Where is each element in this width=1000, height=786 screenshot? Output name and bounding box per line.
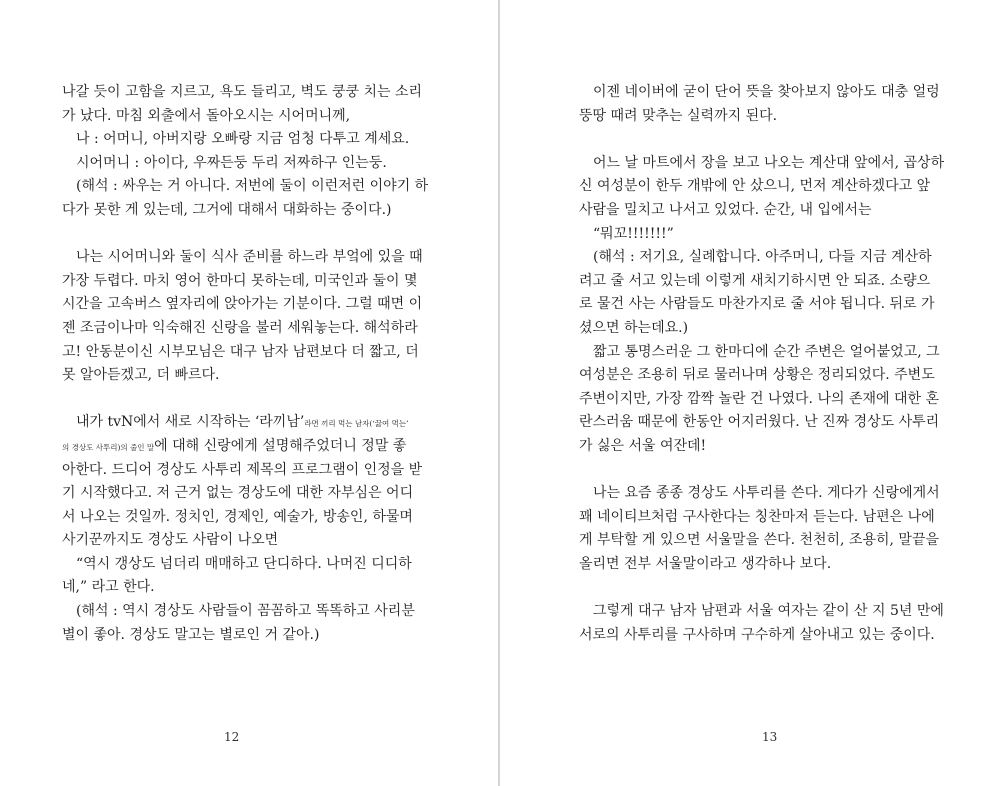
- left-page-blank-line: [62, 223, 499, 247]
- page-number-right: 13: [762, 730, 778, 744]
- right-page-text: [579, 81, 1000, 647]
- right-page-text-line: 뚱땅 때려 맞추는 실력까지 된다.: [579, 107, 778, 124]
- right-page-text-line: 셨으면 하는데요.): [579, 319, 689, 336]
- right-page-blank-line: [579, 576, 1000, 600]
- right-page: [500, 0, 1000, 786]
- left-page-text-line: 다가 못한 게 있는데, 그거에 대해서 대화하는 중이다.): [62, 201, 392, 218]
- right-page-text-line: 란스러움 때문에 한동안 어지러웠다. 난 진짜 경상도 사투리: [579, 414, 940, 431]
- right-page-text-line: 게 부탁할 게 있으면 서울말을 쓴다. 천천히, 조용히, 말끝을: [579, 532, 940, 549]
- left-page-text-line: 사기꾼까지도 경상도 사람이 나오면: [62, 532, 279, 549]
- left-page-text-line: 아한다. 드디어 경상도 사투리 제목의 프로그램이 인정을 받: [62, 461, 423, 478]
- left-page-text-line: 시간을 고속버스 옆자리에 앉아가는 기분이다. 그럴 때면 이: [62, 296, 423, 313]
- right-page-blank-line: [579, 128, 1000, 152]
- left-page-text-line: [62, 435, 499, 459]
- line-text: 에 대해 신랑에게 설명해주었더니 정말 좋: [154, 437, 407, 454]
- right-page-text-line: 어느 날 마트에서 장을 보고 나오는 계산대 앞에서, 곱상하: [579, 154, 945, 171]
- right-page-text-line: 그렇게 대구 남자 남편과 서울 여자는 같이 산 지 5년 만에: [579, 603, 944, 620]
- page-number-left: 12: [224, 730, 240, 744]
- left-page-text-line: 네,” 라고 한다.: [62, 579, 155, 596]
- left-page-text-line: (해석 : 역시 경상도 사람들이 꼼꼼하고 똑똑하고 사리분: [62, 603, 415, 620]
- right-page-text-line: 가 싫은 서울 여잔데!: [579, 437, 707, 454]
- left-page-text-line: (해석 : 싸우는 거 아니다. 저번에 둘이 이런저런 이야기 하: [62, 178, 429, 195]
- right-page-text-line: 신 여성분이 한두 개밖에 안 샀으니, 먼저 계산하겠다고 앞: [579, 178, 931, 195]
- right-page-text-line: 서로의 사투리를 구사하며 구수하게 살아내고 있는 중이다.: [579, 626, 935, 643]
- left-page-blank-line: [62, 388, 499, 412]
- left-page-text: [62, 81, 499, 647]
- footnote-gloss: 의 경상도 사투리)의 줄인 말: [62, 442, 155, 452]
- left-page-text-line: “역시 갱상도 넘더리 매매하고 단디하다. 나머진 디디하: [62, 555, 412, 572]
- right-page-text-line: “뭐꼬!!!!!!!”: [579, 225, 674, 242]
- footnote-gloss: 라면 끼리 먹는 남자(‘끓여 먹는’: [304, 419, 409, 429]
- right-page-text-line: 려고 줄 서고 있는데 이렇게 새치기하시면 안 되죠. 소량으: [579, 272, 931, 289]
- left-page-text-line: 못 알아듣겠고, 더 빠르다.: [62, 367, 220, 384]
- left-page-text-line: 기 시작했다고. 저 근거 없는 경상도에 대한 자부심은 어디: [62, 485, 414, 502]
- left-page-text-line: 시어머니 : 아이다, 우짜든둥 두리 저짜하구 인는둥.: [62, 154, 387, 171]
- right-page-text-line: 로 물건 사는 사람들도 마찬가지로 줄 서야 됩니다. 뒤로 가: [579, 296, 935, 313]
- left-page-text-line: 가장 두렵다. 마치 영어 한마디 못하는데, 미국인과 둘이 몇: [62, 272, 418, 289]
- right-page-text-line: (해석 : 저기요, 실례합니다. 아주머니, 다들 지금 계산하: [579, 249, 932, 266]
- left-page-text-line: [62, 411, 499, 435]
- left-page: [0, 0, 499, 786]
- right-page-text-line: 짧고 통명스러운 그 한마디에 순간 주변은 얼어붙었고, 그: [579, 343, 940, 360]
- right-page-text-line: 올리면 전부 서울말이라고 생각하나 보다.: [579, 555, 832, 572]
- right-page-text-line: 사람을 밀치고 나서고 있었다. 순간, 내 입에서는: [579, 201, 872, 218]
- left-page-text-line: 별이 좋아. 경상도 말고는 별로인 거 같아.): [62, 626, 320, 643]
- left-page-text-line: 나 : 어머니, 아버지랑 오빠랑 지금 엄청 다투고 계세요.: [62, 131, 410, 148]
- left-page-text-line: 나갈 듯이 고함을 지르고, 욕도 들리고, 벽도 쿵쿵 치는 소리: [62, 84, 423, 100]
- right-page-text-line: 꽤 네이티브처럼 구사한다는 칭찬마저 듣는다. 남편은 나에: [579, 508, 935, 525]
- line-text: 내가 tvN에서 새로 시작하는 ‘라끼남’: [62, 414, 305, 431]
- left-page-text-line: 고! 안동분이신 시부모님은 대구 남자 남편보다 더 짧고, 더: [62, 343, 419, 360]
- left-page-text-line: 서 나오는 것일까. 정치인, 경제인, 예술가, 방송인, 하물며: [62, 508, 413, 525]
- left-page-text-line: 젠 조금이나마 익숙해진 신랑을 불러 세워놓는다. 해석하라: [62, 319, 418, 336]
- right-page-text-line: 주변이지만, 가장 깜짝 놀란 건 나였다. 나의 존재에 대한 혼: [579, 390, 940, 407]
- right-page-text-line: 이젠 네이버에 굳이 단어 뜻을 찾아보지 않아도 대충 얼렁: [579, 84, 940, 100]
- right-page-blank-line: [579, 459, 1000, 483]
- right-page-text-line: 여성분은 조용히 뒤로 물러나며 상황은 정리되었다. 주변도: [579, 367, 935, 384]
- right-page-text-line: 나는 요즘 종종 경상도 사투리를 쓴다. 게다가 신랑에게서: [579, 485, 940, 502]
- left-page-text-line: 나는 시어머니와 둘이 식사 준비를 하느라 부엌에 있을 때: [62, 249, 423, 266]
- left-page-text-line: 가 났다. 마침 외출에서 돌아오시는 시어머니께,: [62, 107, 351, 124]
